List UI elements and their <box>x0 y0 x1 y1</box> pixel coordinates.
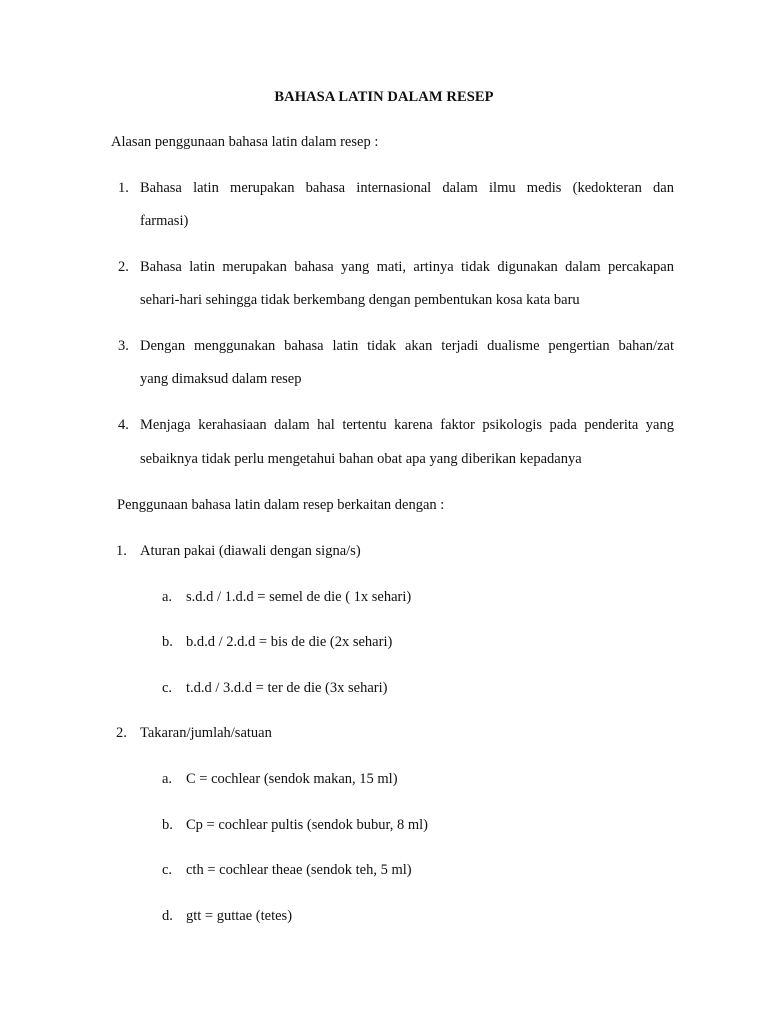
list-item-letter: c. <box>162 862 173 878</box>
list-item-letter: a. <box>162 771 173 787</box>
list-item-letter: d. <box>162 908 173 924</box>
intro-paragraph: Alasan penggunaan bahasa latin dalam resep : <box>111 134 379 150</box>
section-label: Takaran/jumlah/satuan <box>140 725 272 741</box>
reason-text-line: farmasi) <box>140 213 189 229</box>
reason-text-line: Bahasa latin merupakan bahasa yang mati, artinya tidak digunakan dalam percakapan <box>140 259 674 275</box>
section-number: 1. <box>116 543 127 559</box>
list-item-text: cth = cochlear theae (sendok teh, 5 ml) <box>186 862 412 878</box>
usage-intro-paragraph: Penggunaan bahasa latin dalam resep berkaitan dengan : <box>117 497 445 513</box>
reason-number: 1. <box>118 180 129 196</box>
list-item-text: s.d.d / 1.d.d = semel de die ( 1x sehari) <box>186 589 412 605</box>
list-item-text: gtt = guttae (tetes) <box>186 908 293 924</box>
list-item-letter: a. <box>162 589 173 605</box>
reason-text-line: sebaiknya tidak perlu mengetahui bahan obat apa yang diberikan kepadanya <box>140 451 582 467</box>
list-item-letter: b. <box>162 634 173 650</box>
reason-text-line: sehari-hari sehingga tidak berkembang dengan pembentukan kosa kata baru <box>140 292 580 308</box>
reason-text-line: Bahasa latin merupakan bahasa internasional dalam ilmu medis (kedokteran dan <box>140 180 674 196</box>
section-number: 2. <box>116 725 127 741</box>
reason-number: 3. <box>118 338 129 354</box>
reason-number: 2. <box>118 259 129 275</box>
list-item-text: b.d.d / 2.d.d = bis de die (2x sehari) <box>186 634 393 650</box>
document-title: BAHASA LATIN DALAM RESEP <box>274 89 494 105</box>
list-item-letter: b. <box>162 817 173 833</box>
list-item-letter: c. <box>162 680 173 696</box>
list-item-text: Cp = cochlear pultis (sendok bubur, 8 ml) <box>186 817 428 833</box>
section-label: Aturan pakai (diawali dengan signa/s) <box>140 543 361 559</box>
list-item-text: t.d.d / 3.d.d = ter de die (3x sehari) <box>186 680 388 696</box>
reason-number: 4. <box>118 417 129 433</box>
reason-text-line: yang dimaksud dalam resep <box>140 371 302 387</box>
list-item-text: C = cochlear (sendok makan, 15 ml) <box>186 771 398 787</box>
reason-text-line: Menjaga kerahasiaan dalam hal tertentu karena faktor psikologis pada penderita yang <box>140 417 674 433</box>
reason-text-line: Dengan menggunakan bahasa latin tidak akan terjadi dualisme pengertian bahan/zat <box>140 338 674 354</box>
